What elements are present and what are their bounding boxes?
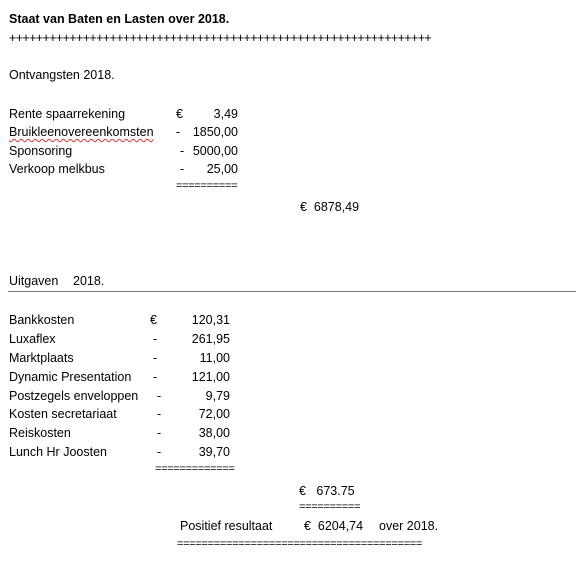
expense-label: Marktplaats (9, 351, 74, 365)
income-label: Sponsoring (9, 144, 73, 158)
income-amount: 25,00 (206, 162, 238, 176)
expense-label: Bankkosten (9, 313, 75, 327)
income-prefix: - (180, 162, 185, 176)
expense-prefix: - (153, 351, 158, 365)
expenses-heading-year: 2018. (73, 274, 105, 288)
income-heading: Ontvangsten 2018. (9, 68, 115, 82)
expense-amount: 120,31 (191, 313, 230, 327)
expense-amount: 9,79 (205, 389, 230, 403)
expense-prefix: € (150, 313, 157, 327)
expense-label: Luxaflex (9, 332, 56, 346)
income-prefix: - (180, 144, 185, 158)
income-amount: 1850,00 (192, 125, 238, 139)
expenses-total: € 673.75 (299, 484, 355, 498)
expense-prefix: - (153, 332, 158, 346)
result-label: Positief resultaat (180, 519, 273, 533)
income-amount: 5000,00 (192, 144, 238, 158)
expense-prefix: - (153, 370, 158, 384)
expense-amount: 72,00 (198, 407, 230, 421)
expense-amount: 11,00 (199, 351, 230, 365)
result-separator: ======================================== (177, 538, 422, 550)
expense-prefix: - (157, 407, 162, 421)
section-divider (8, 291, 576, 292)
income-total: € 6878,49 (300, 200, 360, 214)
income-prefix: - (176, 125, 181, 139)
expense-label: Kosten secretariaat (9, 407, 117, 421)
income-prefix: € (176, 107, 183, 121)
expense-amount: 38,00 (198, 426, 230, 440)
expense-label: Dynamic Presentation (9, 370, 132, 384)
expense-amount: 121,00 (191, 370, 230, 384)
expense-label: Reiskosten (9, 426, 71, 440)
income-separator: ========== (176, 180, 238, 192)
income-amount: 3,49 (213, 107, 238, 121)
result-suffix: over 2018. (379, 519, 439, 533)
income-label: Verkoop melkbus (9, 162, 105, 176)
expense-label: Lunch Hr Joosten (9, 445, 107, 459)
expenses-heading-label: Uitgaven (9, 274, 59, 288)
expense-prefix: - (157, 389, 162, 403)
expenses-total-separator: ========== (299, 501, 361, 513)
income-label: Bruikleenovereenkomsten (9, 125, 154, 139)
expense-prefix: - (157, 426, 162, 440)
income-label: Rente spaarrekening (9, 107, 126, 121)
expense-amount: 39,70 (198, 445, 230, 459)
plus-line: +++++++++++++++++++++++++++++++++++++++++++++++++++++++++++++++ (9, 31, 432, 45)
expenses-separator: ============= (155, 463, 235, 475)
result-amount: € 6204,74 (304, 519, 364, 533)
expense-amount: 261,95 (191, 332, 230, 346)
document-title: Staat van Baten en Lasten over 2018. (9, 12, 230, 26)
expense-label: Postzegels enveloppen (9, 389, 139, 403)
expense-prefix: - (157, 445, 162, 459)
